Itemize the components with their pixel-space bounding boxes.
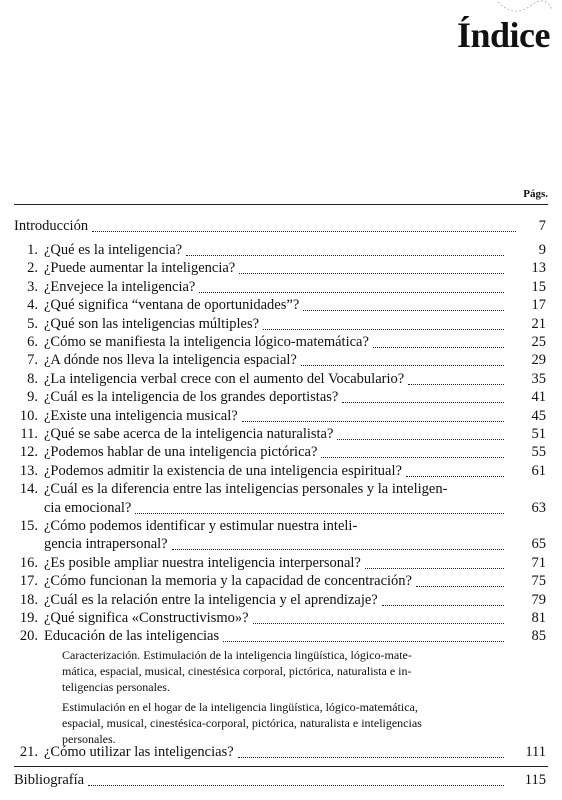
entry-page: 75 xyxy=(531,573,546,590)
entry-number: 3. xyxy=(27,278,38,295)
description-line: Caracterización. Estimulación de la inteligencia lingüística, lógico-mate- xyxy=(62,647,412,662)
toc-entry[interactable] xyxy=(0,608,562,628)
entry-title: Educación de las inteligencias xyxy=(44,628,220,645)
description-line: espacial, musical, cinestésica-corporal, pictórica, naturalista e inteligencias xyxy=(62,715,422,730)
entry-number: 17. xyxy=(19,573,38,590)
entry-page: 111 xyxy=(525,744,546,760)
entry-title: ¿Cuál es la relación entre la inteligencia y el aprendizaje? xyxy=(44,591,378,608)
toc-entry[interactable] xyxy=(0,626,562,646)
toc-entry[interactable] xyxy=(0,571,562,591)
toc-entry[interactable] xyxy=(0,442,562,462)
entry-number: 2. xyxy=(27,260,38,277)
entry-number: 10. xyxy=(19,407,38,424)
dot-leader xyxy=(239,272,504,274)
entry-number: 16. xyxy=(19,554,38,571)
entry-number: 18. xyxy=(19,591,38,608)
toc-entry[interactable] xyxy=(0,590,562,610)
entry-title: ¿La inteligencia verbal crece con el aumento del Vocabulario? xyxy=(44,370,405,387)
toc-entry[interactable] xyxy=(0,277,562,297)
toc-entry[interactable] xyxy=(0,424,562,444)
entry-page: 15 xyxy=(531,278,546,295)
entry-title: ¿Qué se sabe acerca de la inteligencia naturalista? xyxy=(44,426,334,442)
toc-entry[interactable] xyxy=(0,350,562,370)
entry-title: ¿Cómo podemos identificar y estimular nuestra inteli- xyxy=(44,518,358,534)
entry-page: 63 xyxy=(531,499,546,516)
toc-entry[interactable] xyxy=(0,387,562,407)
toc-entry[interactable] xyxy=(0,461,562,481)
dot-leader xyxy=(238,756,504,758)
footer-rule xyxy=(14,766,548,767)
dot-leader xyxy=(92,230,516,232)
entry-title: ¿Cómo se manifiesta la inteligencia lógico-matemática? xyxy=(44,334,369,350)
entry-page: 9 xyxy=(538,242,546,258)
entry-number: 5. xyxy=(27,315,38,332)
dot-leader xyxy=(253,622,504,624)
entry-number: 20. xyxy=(19,628,38,645)
dot-leader xyxy=(382,604,504,606)
entry-number: 12. xyxy=(19,444,38,461)
toc-entry[interactable] xyxy=(0,553,562,573)
toc-entry[interactable] xyxy=(0,258,562,278)
entry-title: ¿A dónde nos lleva la inteligencia espacial? xyxy=(44,352,297,369)
entry-title: ¿Qué son las inteligencias múltiples? xyxy=(44,315,260,332)
entry-page: 17 xyxy=(531,297,546,314)
entry-page: 81 xyxy=(531,610,546,626)
toc-entry[interactable] xyxy=(0,314,562,334)
dot-leader xyxy=(135,512,504,514)
description-line: personales. xyxy=(62,731,116,746)
entry-page: 13 xyxy=(531,260,546,277)
entry-number: 1. xyxy=(27,242,38,258)
entry-page: 7 xyxy=(538,218,546,234)
dot-leader xyxy=(88,784,504,786)
entry-title: ¿Qué significa «Constructivismo»? xyxy=(44,610,249,626)
entry-number: 15. xyxy=(19,518,38,534)
entry-page: 45 xyxy=(531,407,546,424)
page-title: Índice xyxy=(456,15,550,55)
dot-leader xyxy=(416,585,504,587)
dot-leader xyxy=(408,383,504,385)
entry-page: 35 xyxy=(531,370,546,387)
toc-entry-continued[interactable] xyxy=(0,498,562,518)
chapter-20-description-1 xyxy=(62,647,522,695)
dot-leader xyxy=(186,254,504,256)
entry-title: cia emocional? xyxy=(44,499,132,516)
entry-page: 61 xyxy=(531,462,546,479)
entry-title: ¿Envejece la inteligencia? xyxy=(44,278,196,295)
toc-entry[interactable] xyxy=(0,742,562,762)
entry-page: 21 xyxy=(531,315,546,332)
entry-page: 71 xyxy=(531,554,546,571)
entry-number: 8. xyxy=(27,370,38,387)
entry-page: 25 xyxy=(531,334,546,350)
toc-entry[interactable] xyxy=(0,406,562,426)
entry-title: Bibliografía xyxy=(14,772,85,788)
entry-title: ¿Cómo funcionan la memoria y la capacidad de concentración? xyxy=(44,573,412,590)
entry-title: ¿Podemos admitir la existencia de una inteligencia espiritual? xyxy=(44,462,402,479)
entry-number: 19. xyxy=(19,610,38,626)
entry-number: 6. xyxy=(27,334,38,350)
dot-leader xyxy=(337,438,504,440)
entry-title: ¿Puede aumentar la inteligencia? xyxy=(44,260,236,277)
dot-leader xyxy=(301,364,504,366)
header-rule xyxy=(14,204,548,205)
toc-entry-introduction[interactable] xyxy=(0,216,562,236)
entry-number: 4. xyxy=(27,297,38,314)
dot-leader xyxy=(406,475,504,477)
dot-leader xyxy=(373,346,504,348)
entry-title: ¿Qué significa “ventana de oportunidades”? xyxy=(44,297,300,314)
entry-title: ¿Qué es la inteligencia? xyxy=(44,242,183,258)
entry-page: 41 xyxy=(531,389,546,406)
toc-entry[interactable] xyxy=(0,479,562,499)
entry-page: 115 xyxy=(524,772,546,788)
entry-number: 13. xyxy=(19,462,38,479)
entry-page: 65 xyxy=(531,536,546,553)
entry-title: gencia intrapersonal? xyxy=(44,536,168,553)
toc-entry-continued[interactable] xyxy=(0,534,562,554)
toc-entry[interactable] xyxy=(0,369,562,389)
entry-number: 21. xyxy=(19,744,38,760)
entry-title: ¿Podemos hablar de una inteligencia pictórica? xyxy=(44,444,318,461)
dot-leader xyxy=(223,640,504,642)
dot-leader xyxy=(321,456,504,458)
entry-title: ¿Es posible ampliar nuestra inteligencia interpersonal? xyxy=(44,554,361,571)
dot-leader xyxy=(342,401,504,403)
toc-entry[interactable] xyxy=(0,240,562,260)
entry-page: 79 xyxy=(531,591,546,608)
chapter-20-description-2 xyxy=(62,699,522,747)
toc-entry[interactable] xyxy=(0,332,562,352)
dot-leader xyxy=(199,291,504,293)
dot-leader xyxy=(242,420,504,422)
entry-number: 11. xyxy=(20,426,38,442)
toc-entry[interactable] xyxy=(0,295,562,315)
toc-entry[interactable] xyxy=(0,516,562,536)
entry-page: 55 xyxy=(531,444,546,461)
entry-page: 51 xyxy=(531,426,546,442)
entry-page: 85 xyxy=(531,628,546,645)
entry-number: 7. xyxy=(27,352,38,369)
dot-leader xyxy=(303,309,504,311)
entry-title: Introducción xyxy=(14,218,89,234)
entry-title: ¿Cuál es la inteligencia de los grandes deportistas? xyxy=(44,389,339,406)
description-line: Estimulación en el hogar de la inteligencia lingüística, lógico-matemática, xyxy=(62,699,418,714)
dot-leader xyxy=(172,548,504,550)
dot-leader xyxy=(263,328,504,330)
toc-entry-bibliography[interactable] xyxy=(0,770,562,790)
pages-column-label: Págs. xyxy=(523,188,548,200)
description-line: teligencias personales. xyxy=(62,679,170,694)
entry-number: 9. xyxy=(27,389,38,406)
entry-number: 14. xyxy=(19,481,38,498)
entry-title: ¿Cuál es la diferencia entre las inteligencias personales y la inteligen- xyxy=(44,481,448,498)
entry-title: ¿Cómo utilizar las inteligencias? xyxy=(44,744,234,760)
entry-title: ¿Existe una inteligencia musical? xyxy=(44,407,238,424)
entry-page: 29 xyxy=(531,352,546,369)
dot-leader xyxy=(365,567,504,569)
description-line: mática, espacial, musical, cinestésica corporal, pictórica, naturalista e in- xyxy=(62,663,412,678)
